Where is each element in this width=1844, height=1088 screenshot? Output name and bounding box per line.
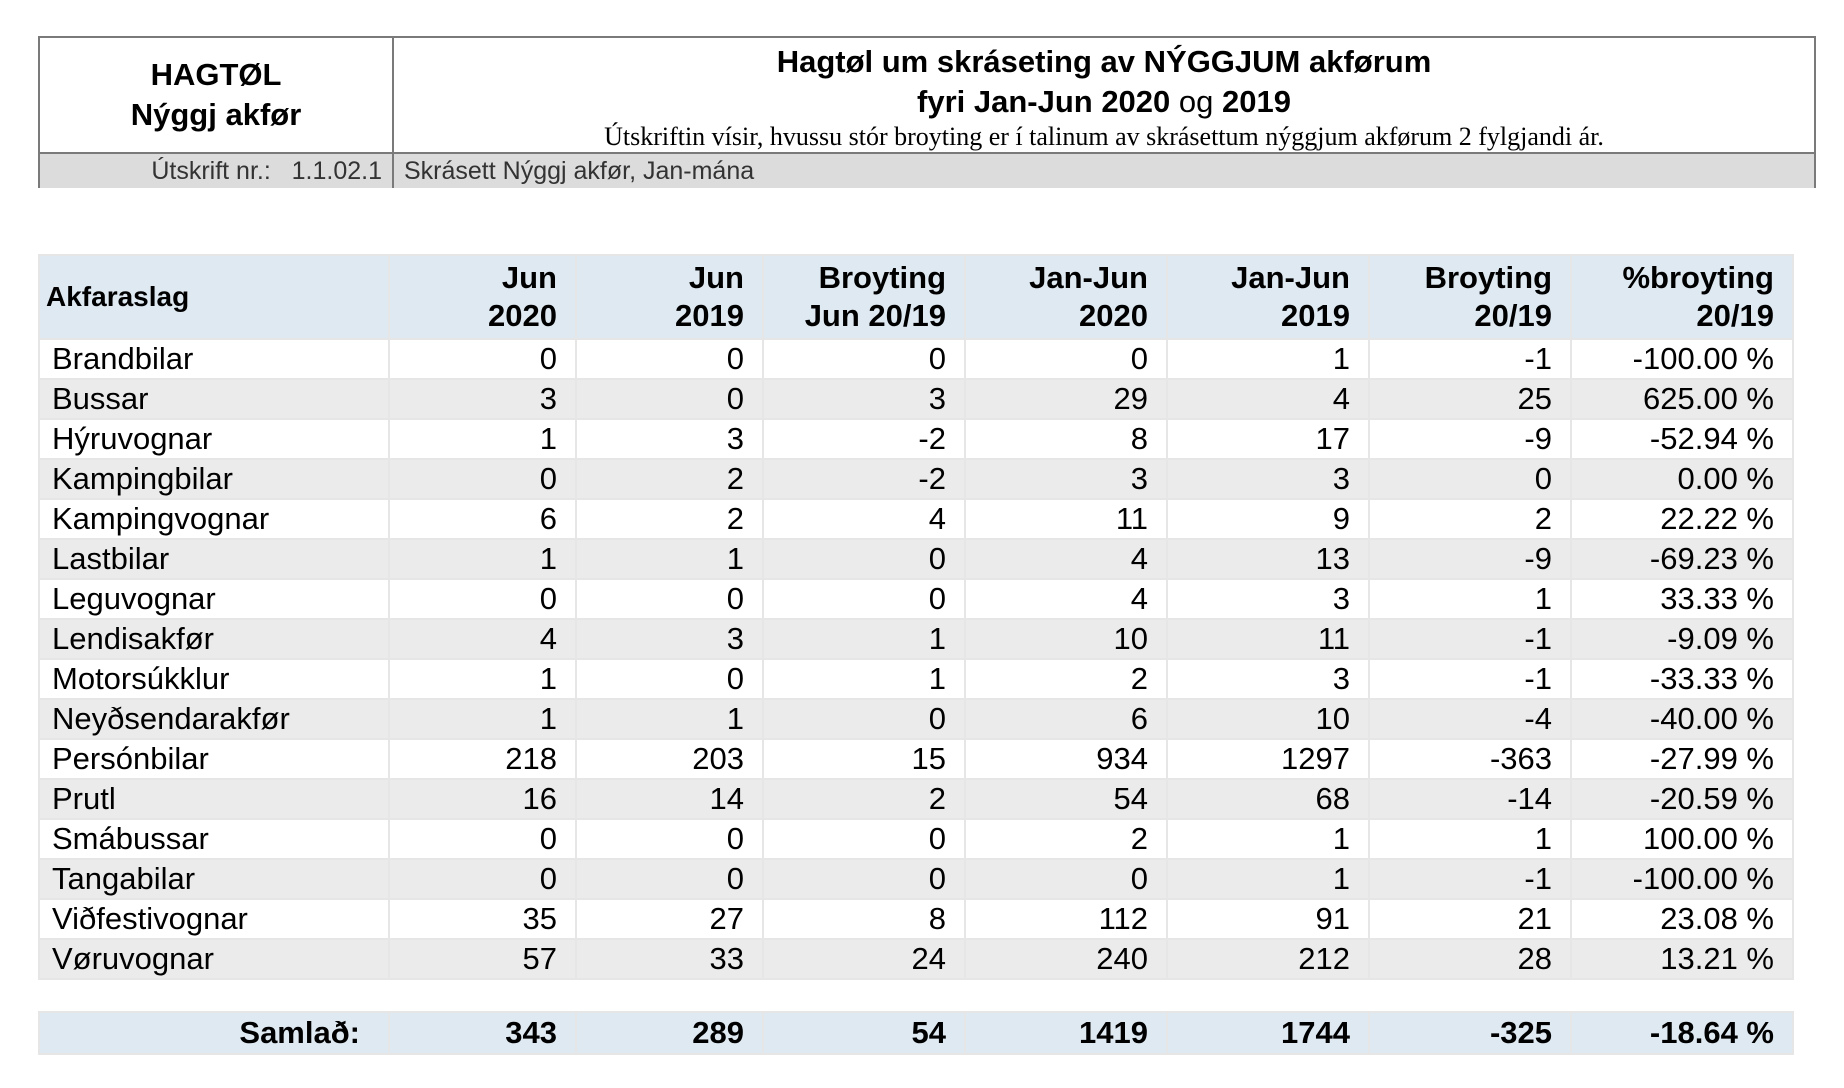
value-cell: -363 bbox=[1369, 739, 1571, 779]
value-cell: 1297 bbox=[1167, 739, 1369, 779]
value-cell: 1 bbox=[763, 659, 965, 699]
value-cell: 112 bbox=[965, 899, 1167, 939]
vehicle-type-cell: Hýruvognar bbox=[39, 419, 389, 459]
value-cell: 16 bbox=[389, 779, 576, 819]
column-header bbox=[965, 255, 1167, 339]
value-cell: 10 bbox=[965, 619, 1167, 659]
value-cell: 4 bbox=[965, 539, 1167, 579]
total-value: 289 bbox=[576, 1012, 763, 1054]
report-title: Hagtøl um skráseting av NÝGGJUM akførum bbox=[776, 44, 1432, 79]
value-cell: 0 bbox=[763, 699, 965, 739]
vehicle-type-cell: Leguvognar bbox=[39, 579, 389, 619]
column-header bbox=[763, 255, 965, 339]
report-period-pre: fyri Jan-Jun 2020 bbox=[917, 84, 1171, 119]
value-cell: -1 bbox=[1369, 659, 1571, 699]
table-row bbox=[39, 619, 1793, 659]
value-cell: 2 bbox=[965, 819, 1167, 859]
print-label: Útskrift nr.: bbox=[151, 157, 271, 185]
value-cell: 4 bbox=[389, 619, 576, 659]
value-cell: 0 bbox=[389, 859, 576, 899]
value-cell: 2 bbox=[576, 459, 763, 499]
table-row bbox=[39, 379, 1793, 419]
value-cell: 22.22 % bbox=[1571, 499, 1793, 539]
column-header-line1: Jan-Jun bbox=[1029, 260, 1148, 295]
column-header-line1: Broyting bbox=[818, 260, 946, 295]
total-value: 1744 bbox=[1167, 1012, 1369, 1054]
vehicle-registration-table bbox=[38, 254, 1794, 980]
table-row bbox=[39, 339, 1793, 379]
report-period bbox=[394, 82, 1814, 122]
value-cell: 91 bbox=[1167, 899, 1369, 939]
value-cell: 57 bbox=[389, 939, 576, 979]
value-cell: 2 bbox=[763, 779, 965, 819]
value-cell: 0.00 % bbox=[1571, 459, 1793, 499]
value-cell: 3 bbox=[576, 619, 763, 659]
value-cell: 3 bbox=[576, 419, 763, 459]
value-cell: -52.94 % bbox=[1571, 419, 1793, 459]
column-header-line2: 20/19 bbox=[1474, 298, 1552, 333]
value-cell: 3 bbox=[1167, 659, 1369, 699]
value-cell: -2 bbox=[763, 419, 965, 459]
value-cell: 0 bbox=[763, 819, 965, 859]
value-cell: -100.00 % bbox=[1571, 339, 1793, 379]
vehicle-type-cell: Tangabilar bbox=[39, 859, 389, 899]
value-cell: 4 bbox=[1167, 379, 1369, 419]
report-label-line1: HAGTØL bbox=[150, 57, 282, 92]
column-header bbox=[1167, 255, 1369, 339]
value-cell: 15 bbox=[763, 739, 965, 779]
total-row bbox=[39, 1012, 1793, 1054]
vehicle-type-cell: Kampingbilar bbox=[39, 459, 389, 499]
value-cell: 218 bbox=[389, 739, 576, 779]
header-row bbox=[39, 255, 1793, 339]
column-header-line2: 2020 bbox=[1079, 298, 1148, 333]
value-cell: 29 bbox=[965, 379, 1167, 419]
column-header-line1: Jun bbox=[501, 260, 557, 295]
value-cell: 2 bbox=[965, 659, 1167, 699]
table-row bbox=[39, 419, 1793, 459]
vehicle-type-cell: Smábussar bbox=[39, 819, 389, 859]
value-cell: 1 bbox=[389, 699, 576, 739]
value-cell: -20.59 % bbox=[1571, 779, 1793, 819]
column-header-line2: 2019 bbox=[1281, 298, 1350, 333]
value-cell: 11 bbox=[1167, 619, 1369, 659]
report-label-line2: Nýggj akfør bbox=[130, 97, 302, 132]
value-cell: 1 bbox=[389, 419, 576, 459]
column-header bbox=[39, 255, 389, 339]
value-cell: 10 bbox=[1167, 699, 1369, 739]
value-cell: 33.33 % bbox=[1571, 579, 1793, 619]
print-description: Skrásett Nýggj akfør, Jan-mána bbox=[404, 157, 755, 185]
value-cell: 3 bbox=[1167, 459, 1369, 499]
value-cell: 1 bbox=[576, 699, 763, 739]
value-cell: -9.09 % bbox=[1571, 619, 1793, 659]
value-cell: 934 bbox=[965, 739, 1167, 779]
value-cell: -100.00 % bbox=[1571, 859, 1793, 899]
value-cell: 33 bbox=[576, 939, 763, 979]
vehicle-type-cell: Motorsúkklur bbox=[39, 659, 389, 699]
column-header-line1: Jan-Jun bbox=[1231, 260, 1350, 295]
value-cell: 0 bbox=[576, 339, 763, 379]
table-row bbox=[39, 739, 1793, 779]
value-cell: 1 bbox=[763, 619, 965, 659]
report-subtitle: Útskriftin vísir, hvussu stór broyting er í talinum av skrásettum nýggjum akførum 2 fylgjandi ár. bbox=[604, 122, 1604, 151]
table-row bbox=[39, 659, 1793, 699]
value-cell: -4 bbox=[1369, 699, 1571, 739]
value-cell: 27 bbox=[576, 899, 763, 939]
value-cell: 24 bbox=[763, 939, 965, 979]
table-header bbox=[39, 255, 1793, 339]
value-cell: 1 bbox=[1369, 819, 1571, 859]
table-row bbox=[39, 779, 1793, 819]
vehicle-type-cell: Persónbilar bbox=[39, 739, 389, 779]
table-row bbox=[39, 499, 1793, 539]
value-cell: 8 bbox=[763, 899, 965, 939]
value-cell: -14 bbox=[1369, 779, 1571, 819]
value-cell: 625.00 % bbox=[1571, 379, 1793, 419]
column-header-line1: Akfaraslag bbox=[46, 281, 190, 312]
value-cell: 6 bbox=[965, 699, 1167, 739]
value-cell: -40.00 % bbox=[1571, 699, 1793, 739]
value-cell: 68 bbox=[1167, 779, 1369, 819]
value-cell: 54 bbox=[965, 779, 1167, 819]
table-row bbox=[39, 579, 1793, 619]
value-cell: 23.08 % bbox=[1571, 899, 1793, 939]
value-cell: 6 bbox=[389, 499, 576, 539]
total-value: 1419 bbox=[965, 1012, 1167, 1054]
column-header-line2: 2019 bbox=[675, 298, 744, 333]
value-cell: 28 bbox=[1369, 939, 1571, 979]
column-header bbox=[576, 255, 763, 339]
value-cell: 0 bbox=[763, 859, 965, 899]
vehicle-type-cell: Prutl bbox=[39, 779, 389, 819]
value-cell: 240 bbox=[965, 939, 1167, 979]
value-cell: -69.23 % bbox=[1571, 539, 1793, 579]
value-cell: 0 bbox=[763, 579, 965, 619]
value-cell: 0 bbox=[965, 339, 1167, 379]
table-row bbox=[39, 539, 1793, 579]
vehicle-type-cell: Kampingvognar bbox=[39, 499, 389, 539]
column-header bbox=[389, 255, 576, 339]
value-cell: 0 bbox=[576, 859, 763, 899]
total-value: -325 bbox=[1369, 1012, 1571, 1054]
total-value: 54 bbox=[763, 1012, 965, 1054]
value-cell: 11 bbox=[965, 499, 1167, 539]
print-info-row bbox=[40, 152, 1814, 188]
value-cell: 8 bbox=[965, 419, 1167, 459]
value-cell: 14 bbox=[576, 779, 763, 819]
column-header-line1: %broyting bbox=[1622, 260, 1774, 295]
value-cell: 1 bbox=[1369, 579, 1571, 619]
table-row bbox=[39, 699, 1793, 739]
value-cell: -9 bbox=[1369, 539, 1571, 579]
column-header-line1: Broyting bbox=[1424, 260, 1552, 295]
vehicle-type-cell: Brandbilar bbox=[39, 339, 389, 379]
value-cell: 9 bbox=[1167, 499, 1369, 539]
value-cell: 0 bbox=[965, 859, 1167, 899]
value-cell: 1 bbox=[389, 539, 576, 579]
table-body bbox=[39, 339, 1793, 979]
column-header-line2: Jun 20/19 bbox=[804, 298, 946, 333]
value-cell: 3 bbox=[763, 379, 965, 419]
value-cell: 0 bbox=[389, 339, 576, 379]
value-cell: 1 bbox=[389, 659, 576, 699]
report-period-og: og bbox=[1178, 84, 1214, 119]
value-cell: -1 bbox=[1369, 619, 1571, 659]
column-header-line2: 20/19 bbox=[1696, 298, 1774, 333]
value-cell: 1 bbox=[1167, 859, 1369, 899]
table-row bbox=[39, 459, 1793, 499]
value-cell: 3 bbox=[1167, 579, 1369, 619]
column-header-line1: Jun bbox=[688, 260, 744, 295]
table-row bbox=[39, 819, 1793, 859]
value-cell: 0 bbox=[576, 659, 763, 699]
value-cell: 35 bbox=[389, 899, 576, 939]
value-cell: 3 bbox=[389, 379, 576, 419]
value-cell: 0 bbox=[576, 819, 763, 859]
value-cell: 4 bbox=[965, 579, 1167, 619]
total-value: 343 bbox=[389, 1012, 576, 1054]
value-cell: 212 bbox=[1167, 939, 1369, 979]
table-row bbox=[39, 939, 1793, 979]
vehicle-type-cell: Vøruvognar bbox=[39, 939, 389, 979]
print-number-cell bbox=[40, 154, 394, 188]
value-cell: 0 bbox=[763, 339, 965, 379]
report-period-post: 2019 bbox=[1222, 84, 1291, 119]
value-cell: 17 bbox=[1167, 419, 1369, 459]
column-header bbox=[1369, 255, 1571, 339]
total-value: -18.64 % bbox=[1571, 1012, 1793, 1054]
value-cell: 1 bbox=[1167, 819, 1369, 859]
value-cell: 21 bbox=[1369, 899, 1571, 939]
value-cell: 0 bbox=[576, 379, 763, 419]
vehicle-type-cell: Bussar bbox=[39, 379, 389, 419]
value-cell: 0 bbox=[576, 579, 763, 619]
value-cell: 13.21 % bbox=[1571, 939, 1793, 979]
value-cell: -27.99 % bbox=[1571, 739, 1793, 779]
value-cell: 2 bbox=[576, 499, 763, 539]
value-cell: 1 bbox=[1167, 339, 1369, 379]
value-cell: 13 bbox=[1167, 539, 1369, 579]
print-number: 1.1.02.1 bbox=[291, 157, 382, 185]
value-cell: -1 bbox=[1369, 859, 1571, 899]
vehicle-type-cell: Lendisakfør bbox=[39, 619, 389, 659]
report-title-cell bbox=[394, 38, 1814, 152]
value-cell: -9 bbox=[1369, 419, 1571, 459]
column-header-line2: 2020 bbox=[488, 298, 557, 333]
totals-table bbox=[38, 1011, 1794, 1055]
value-cell: 25 bbox=[1369, 379, 1571, 419]
value-cell: 0 bbox=[389, 579, 576, 619]
table-row bbox=[39, 899, 1793, 939]
column-header bbox=[1571, 255, 1793, 339]
report-header bbox=[38, 36, 1816, 188]
value-cell: 100.00 % bbox=[1571, 819, 1793, 859]
value-cell: 3 bbox=[965, 459, 1167, 499]
value-cell: 203 bbox=[576, 739, 763, 779]
value-cell: -33.33 % bbox=[1571, 659, 1793, 699]
value-cell: 4 bbox=[763, 499, 965, 539]
value-cell: 0 bbox=[1369, 459, 1571, 499]
report-label-cell bbox=[40, 38, 394, 152]
value-cell: 1 bbox=[576, 539, 763, 579]
table-row bbox=[39, 859, 1793, 899]
vehicle-type-cell: Viðfestivognar bbox=[39, 899, 389, 939]
value-cell: 0 bbox=[389, 459, 576, 499]
value-cell: 0 bbox=[389, 819, 576, 859]
value-cell: -2 bbox=[763, 459, 965, 499]
value-cell: 0 bbox=[763, 539, 965, 579]
vehicle-type-cell: Neyðsendarakfør bbox=[39, 699, 389, 739]
value-cell: 2 bbox=[1369, 499, 1571, 539]
vehicle-type-cell: Lastbilar bbox=[39, 539, 389, 579]
total-label: Samlað: bbox=[39, 1012, 389, 1054]
value-cell: -1 bbox=[1369, 339, 1571, 379]
